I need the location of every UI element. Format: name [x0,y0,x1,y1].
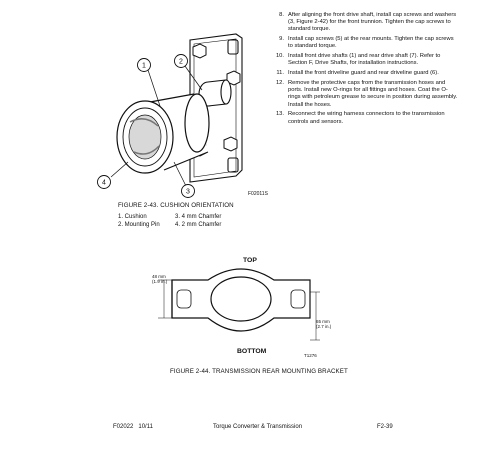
dimension-right-mm: 65 mm [316,319,330,324]
figure-2-code: T1276 [304,353,317,358]
step-item [274,70,460,77]
callout-2: 2 [179,58,183,66]
footer-section-title: Torque Converter & Transmission [213,424,303,430]
step-number: 12. [275,80,284,86]
bracket-outline [172,269,310,331]
step-item [274,12,460,34]
step-number: 9. [279,36,284,43]
legend-item: 2. Mounting Pin [118,222,160,228]
footer-doc-date: F02022 10/11 [113,424,153,430]
step-item [274,53,460,67]
cushion [117,94,209,173]
callout-4: 4 [102,179,106,187]
rear-mounting-bracket-figure [150,262,320,362]
legend-item: 1. Cushion [118,214,147,220]
step-text: Install cap screws (5) at the rear mounts. Tighten the cap screws to standard torque. [288,36,454,50]
step-number: 8. [279,12,284,18]
step-text: Install the front driveline guard and rear driveline guard (6). [288,70,439,77]
bracket-ear-slots [177,290,305,308]
figure-1-legend-right [175,213,221,229]
legend-item: 3. 4 mm Chamfer [175,214,222,220]
step-item [274,111,460,125]
dimension-right-in: (2.7 in.) [316,324,332,329]
step-text: Remove the protective caps from the transmission hoses and ports. Install new O-rings for all fittings and hoses. Coat the O-rings with petroleum grease to secure in position during assembly. Install the hoses. [288,80,458,108]
figure-1-caption: FIGURE 2-43. CUSHION ORIENTATION [118,202,234,209]
figure-1-legend-left [118,213,160,229]
step-number: 10. [275,53,284,60]
legend-item: 4. 2 mm Chamfer [175,222,222,228]
step-number: 13. [275,111,284,118]
step-text: Install front drive shafts (1) and rear drive shaft (7). Refer to Section F, Drive Shafts, for installation instructions. [288,53,441,67]
step-item [274,36,460,50]
figure-2-caption: FIGURE 2-44. TRANSMISSION REAR MOUNTING BRACKET [170,368,348,375]
cushion-orientation-figure [90,30,275,200]
step-text: After aligning the front drive shaft, install cap screws and washers (3, Figure 2-42) for the front trunnion. Tighten the cap screws to standard torque. [288,12,457,33]
bracket-bottom-label: BOTTOM [237,348,267,355]
dimension-left [152,274,167,284]
callout-1: 1 [142,62,146,70]
dimension-right [316,319,331,329]
figure-1-code: F02011S [248,191,268,197]
dimension-left-in: (1.9 in.) [152,279,168,284]
footer-page-number: F2-39 [377,424,393,430]
bracket-top-label: TOP [243,257,257,264]
step-number: 11. [276,70,284,77]
step-item [274,80,460,109]
callout-3: 3 [186,188,190,196]
procedure-steps [274,12,460,128]
step-text: Reconnect the wiring harness connectors to the transmission controls and sensors. [288,111,445,125]
dimension-left-mm: 48 mm [152,274,166,279]
